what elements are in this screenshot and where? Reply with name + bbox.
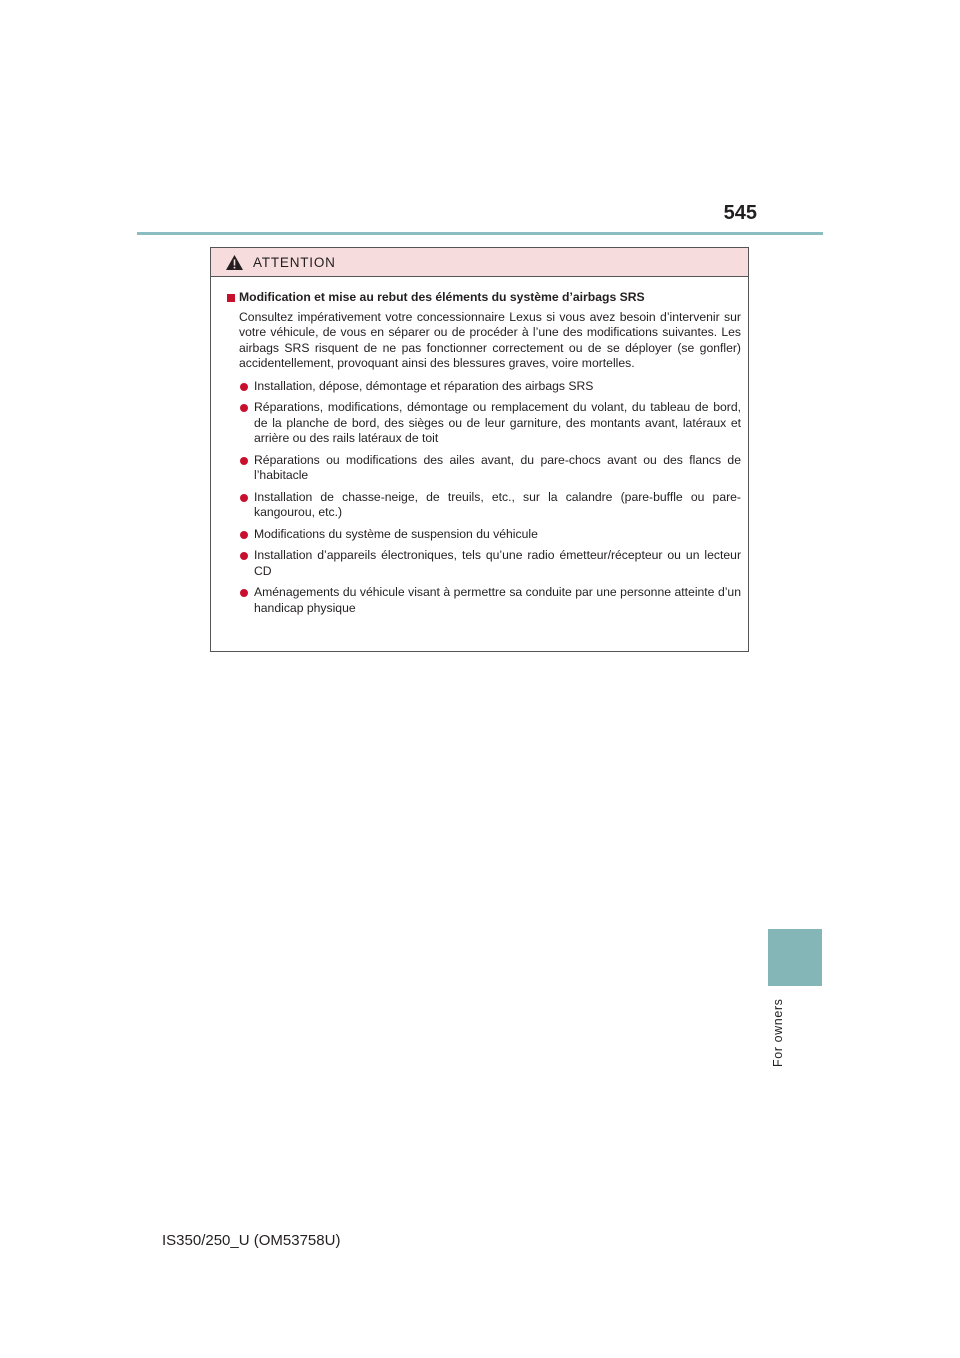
attention-box xyxy=(210,247,749,652)
list-item xyxy=(227,490,741,521)
chapter-side-tab xyxy=(768,929,822,986)
warning-triangle-icon xyxy=(225,254,244,271)
list-item-text: Installation de chasse-neige, de treuils, etc., sur la calandre (pare-buffle ou pare-kangourou, etc.) xyxy=(254,489,741,519)
list-item-text: Installation, dépose, démontage et réparation des airbags SRS xyxy=(254,378,594,393)
list-item xyxy=(227,400,741,447)
list-item xyxy=(227,585,741,616)
list-item-text: Aménagements du véhicule visant à permettre sa conduite par une personne atteinte d’un handicap physique xyxy=(254,585,741,615)
attention-title: ATTENTION xyxy=(253,254,336,270)
list-item xyxy=(227,379,741,395)
header-rule xyxy=(137,232,823,235)
footer-model-code: IS350/250_U (OM53758U) xyxy=(162,1232,341,1249)
list-item xyxy=(227,453,741,484)
chapter-label: For owners xyxy=(771,998,785,1067)
red-dot-icon xyxy=(240,457,248,465)
red-square-icon xyxy=(227,294,235,302)
modification-list xyxy=(227,379,741,617)
attention-body xyxy=(211,277,748,616)
list-item xyxy=(227,548,741,579)
attention-header xyxy=(211,248,748,277)
list-item-text: Modifications du système de suspension du véhicule xyxy=(254,526,538,541)
red-dot-icon xyxy=(240,589,248,597)
section-heading xyxy=(227,290,741,306)
red-dot-icon xyxy=(240,404,248,412)
red-dot-icon xyxy=(240,383,248,391)
intro-paragraph: Consultez impérativement votre concessionnaire Lexus si vous avez besoin d’intervenir sur votre véhicule, de vous en séparer ou de procéder à l’une des modifications suivantes. Les airbags SRS risquent de ne pas fonctionner correctement ou de se déployer (se gonfler) accidentellement, provoquant ainsi des blessures graves, voire mortelles. xyxy=(239,309,741,370)
list-item-text: Installation d’appareils électroniques, tels qu’une radio émetteur/récepteur ou un lecteur CD xyxy=(254,548,741,578)
list-item-text: Réparations ou modifications des ailes avant, du pare-chocs avant ou des flancs de l’habitacle xyxy=(254,452,741,482)
list-item-text: Réparations, modifications, démontage ou remplacement du volant, du tableau de bord, de la planche de bord, des sièges ou de leur garniture, des montants avant, latéraux et arrière ou des rails latéraux de toit xyxy=(254,400,741,445)
red-dot-icon xyxy=(240,552,248,560)
page-number: 545 xyxy=(723,202,757,224)
red-dot-icon xyxy=(240,494,248,502)
list-item xyxy=(227,527,741,543)
red-dot-icon xyxy=(240,531,248,539)
section-heading-text: Modification et mise au rebut des éléments du système d’airbags SRS xyxy=(239,290,645,304)
